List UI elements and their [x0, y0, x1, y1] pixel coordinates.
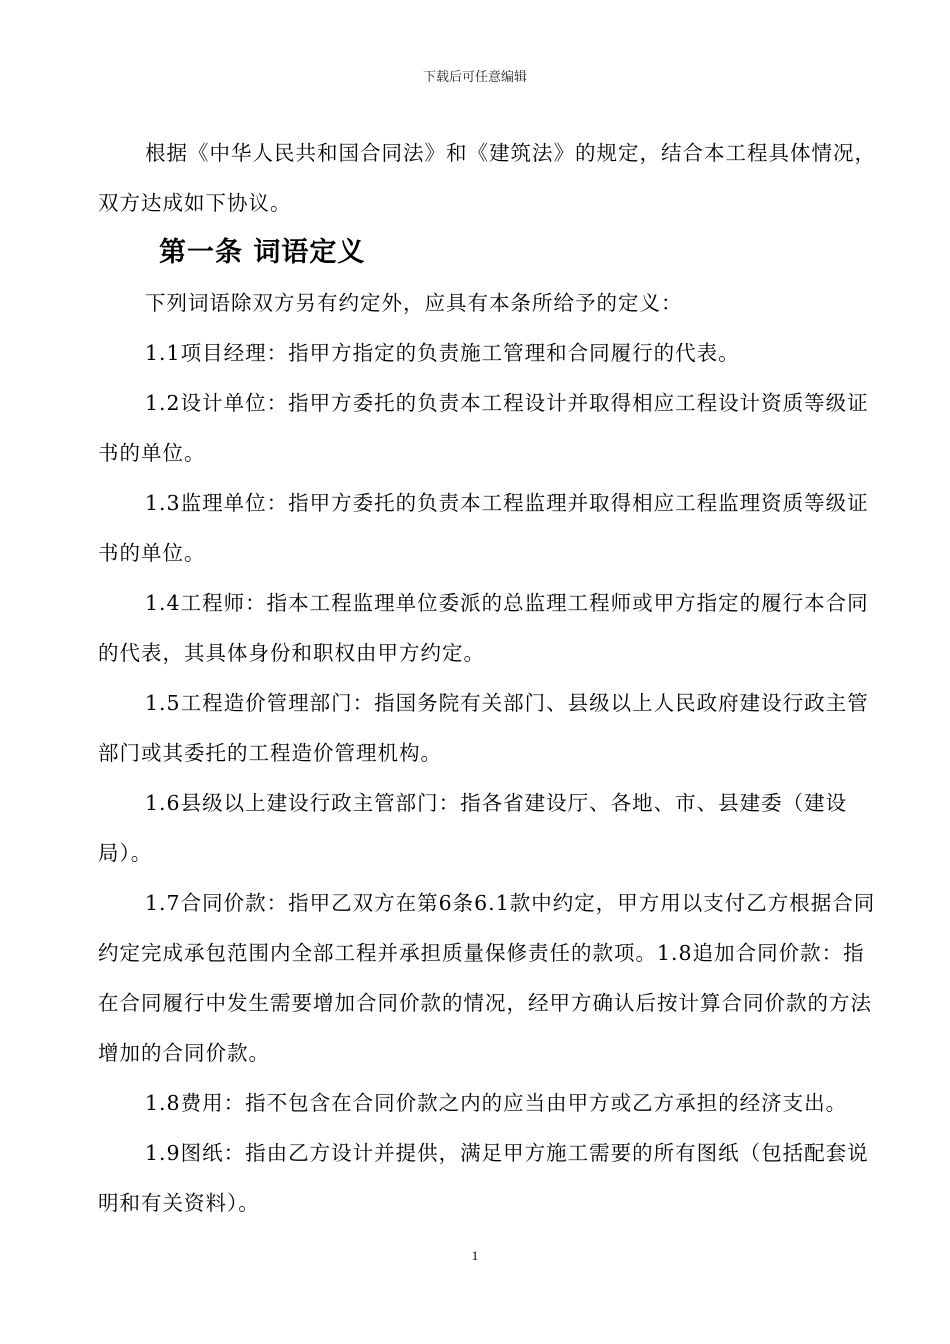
definition-item: 1.2设计单位：指甲方委托的负责本工程设计并取得相应工程设计资质等级证书的单位。 [98, 391, 869, 465]
definition-item: 1.1项目经理：指甲方指定的负责施工管理和合同履行的代表。 [145, 341, 740, 365]
definition-item: 1.4工程师：指本工程监理单位委派的总监理工程师或甲方指定的履行本合同的代表，其具体身份和职权由甲方约定。 [98, 591, 869, 665]
document-body [98, 128, 894, 1228]
page-number: 1 [471, 1248, 479, 1263]
section-lead: 下列词语除双方另有约定外，应具有本条所给予的定义： [145, 291, 683, 315]
definition-item: 1.8费用：指不包含在合同价款之内的应当由甲方或乙方承担的经济支出。 [145, 1091, 848, 1115]
definition-item: 1.6县级以上建设行政主管部门：指各省建设厅、各地、市、县建委（建设局）。 [98, 791, 848, 865]
definition-item: 1.5工程造价管理部门：指国务院有关部门、县级以上人民政府建设行政主管部门或其委托的工程造价管理机构。 [98, 691, 869, 765]
definition-item: 1.7合同价款：指甲乙双方在第6条6.1款中约定，甲方用以支付乙方根据合同约定完成承包范围内全部工程并承担质量保修责任的款项。1.8追加合同价款：指在合同履行中发生需要增加合同价款的情况，经甲方确认后按计算合同价款的方法 增加的合同价款。 [98, 891, 894, 1065]
section-title: 第一条 词语定义 [159, 237, 366, 268]
intro-paragraph: 根据《中华人民共和国合同法》和《建筑法》的规定，结合本工程具体情况，双方达成如下协议。 [98, 141, 876, 215]
definition-item: 1.9图纸：指由乙方设计并提供，满足甲方施工需要的所有图纸（包括配套说明和有关资料）。 [98, 1141, 869, 1215]
definition-item: 1.3监理单位：指甲方委托的负责本工程监理并取得相应工程监理资质等级证书的单位。 [98, 491, 869, 565]
page-header: 下载后可任意编辑 [422, 70, 527, 85]
